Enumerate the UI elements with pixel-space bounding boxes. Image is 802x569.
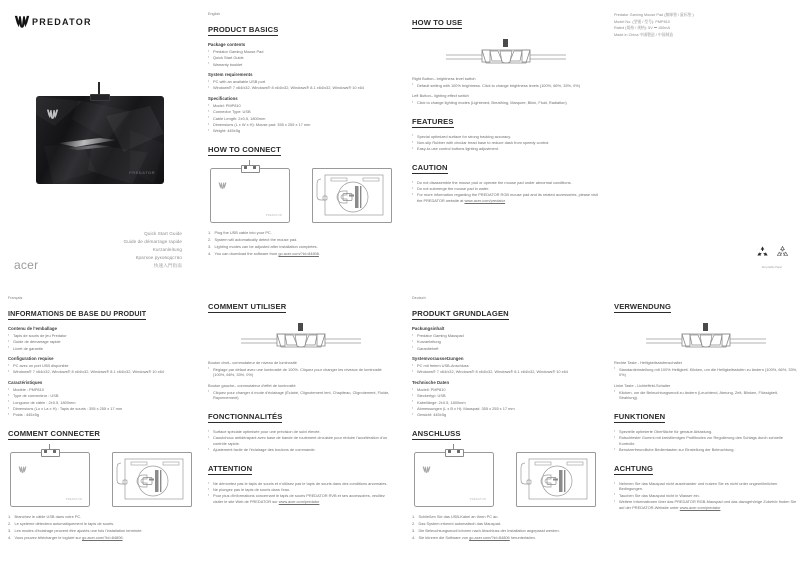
control-buttons-diagram-english <box>446 39 566 69</box>
heading-informations-de-base: INFORMATIONS DE BASE DU PRODUIT <box>8 310 147 318</box>
heading-anschluss: ANSCHLUSS <box>412 428 461 438</box>
list-caution-de <box>614 481 798 510</box>
language-label-german: Deutsch <box>412 296 426 300</box>
list-right-button <box>412 83 600 89</box>
diagram-predator-icon <box>422 460 431 467</box>
list-specifications-fr <box>8 387 194 418</box>
list-item: ▪ Standardeinstellung mit 100% Helligkeit. Klicken, um die Helligkeitsstufen zu ändern (100%, 66%, 33%, 0%) <box>614 367 798 378</box>
list-caution <box>412 180 600 204</box>
list-system-requirements-fr <box>8 363 194 375</box>
diagram-pc-usb-port <box>516 452 596 507</box>
list-item: ▪ Kurzanleitung <box>412 339 600 345</box>
pad-brand-text: PREDATOR <box>129 170 155 175</box>
list-item: ▪ Connector Type: USB <box>208 109 393 115</box>
predator-wordmark: PREDATOR <box>32 16 92 27</box>
list-item: ▪ Tapis de souris de jeu Predator <box>8 333 194 339</box>
german-basics-column <box>412 296 600 543</box>
list-left-button <box>412 100 600 106</box>
heading-how-to-use: HOW TO USE <box>412 18 463 27</box>
diagram-mouse-pad <box>10 452 90 507</box>
steps-how-to-connect-french <box>8 514 194 541</box>
list-item: ▪ Do not submerge the mouse pad in water. <box>412 186 600 192</box>
list-item: ▪ PC avec un port USB disponible <box>8 363 194 369</box>
list-item: ▪ PC with an available USB port <box>208 79 393 85</box>
diagram-mouse-pad <box>210 168 290 223</box>
list-right-button <box>208 367 393 378</box>
left-button-label: Bouton gauche– commutateur d'effet de luminosité <box>208 382 296 388</box>
diagram-predator-icon <box>18 460 27 467</box>
step-suffix: herunterladen. <box>509 535 536 541</box>
diagram-pad-brand: PREDATOR <box>65 497 82 501</box>
list-item <box>208 251 393 257</box>
french-usage-column <box>208 296 393 510</box>
list-item: ▪ Garantieheft <box>412 346 600 352</box>
diagram-right-button <box>53 450 56 453</box>
list-item: Schließen Sie das USB-Kabel an Ihren PC an. <box>418 513 499 519</box>
list-item <box>614 499 798 510</box>
list-item: ▪ Modèle : PMP810 <box>8 387 194 393</box>
regulatory-product-name: Predator Gaming Mouse Pad (無線墊 / 鼠标垫 ) <box>614 13 694 17</box>
list-item: ▪ Windows® 7 x64/x32, Windows® 8 x64/x32, Windows® 8.1 x64/x32, Windows® 10 x64 <box>208 85 393 91</box>
list-item: ▪ Dimensions (Lo x La x H) : Tapis de souris : 355 x 255 x 17 mm <box>8 406 194 412</box>
connection-diagram-german <box>414 452 600 507</box>
list-features <box>412 134 600 152</box>
heading-comment-utiliser: COMMENT UTILISER <box>208 302 287 311</box>
list-item: Lighting modes can be adjusted after installation completes. <box>214 244 318 250</box>
control-buttons-diagram-german <box>646 323 766 353</box>
caution-text: Pour plus d'informations concernant le tapis de souris PREDATOR RVB et ses accessoires, veuillez visiter le site Web de PREDATOR sur <box>213 493 385 504</box>
pad-predator-icon <box>46 106 59 116</box>
french-basics-column <box>8 296 194 543</box>
recycle-marks <box>748 245 796 269</box>
list-item: ▪ Model: PMP810 <box>208 103 393 109</box>
cover-panel <box>0 0 200 290</box>
connection-diagram-french <box>10 452 194 507</box>
software-download-link[interactable]: go.acer.com/?id=84806 <box>81 535 123 541</box>
cover-title-de: Kurzanleitung <box>152 246 182 252</box>
predator-website-link[interactable]: www.acer.com/predator <box>278 498 320 504</box>
heading-features: FEATURES <box>412 116 454 126</box>
list-item: ▪ Rutschfester Gummi mit kreisförmigen Profilboden zur Regulierung des Schlags durch schnelle Kontrolle. <box>614 435 798 446</box>
right-button-label: Right Button– brightness level switch <box>412 76 476 81</box>
right-button-label: Rechte Taste - Helligkeitsstufenschalter <box>614 360 683 365</box>
cover-title-list <box>124 230 182 269</box>
language-label-english: English <box>208 12 221 16</box>
list-item: ▪ Ajustement facile de l'éclairage des boutons de commande. <box>208 447 393 453</box>
list-item: ▪ Predator Gaming Mouse Pad <box>208 49 393 55</box>
list-item: ▪ Special optimized surface for strong tracking accuracy. <box>412 134 600 140</box>
heading-achtung: ACHTUNG <box>614 463 654 473</box>
cover-title-fr: Guide de démarrage rapide <box>123 238 182 244</box>
list-item: ▪ Easy-to-use control buttons lighting adjustment. <box>412 146 600 152</box>
software-download-link[interactable]: go.acer.com/?id=84806 <box>278 251 319 257</box>
list-item: ▪ Nehmen Sie das Mauspad nicht auseinander und nutzen Sie es nicht unter ungewöhnlichen Bedingungen. <box>614 481 798 492</box>
mouse-pad-surface <box>36 96 164 184</box>
list-item: ▪ Gewicht: 445±5g <box>412 412 600 418</box>
list-item: ▪ Modell: PMP810 <box>412 387 600 393</box>
list-item <box>8 535 194 541</box>
subheading-packungsinhalt: Packungsinhalt <box>412 326 445 331</box>
list-item: ▪ Quick Start Guide <box>208 55 393 61</box>
list-specifications <box>208 103 393 134</box>
subheading-system-requirements: System requirements <box>208 72 253 78</box>
diagram-left-button <box>448 450 451 453</box>
predator-brand-lockup <box>14 15 92 28</box>
subheading-technische-daten: Technische Daten <box>412 380 450 386</box>
diagram-predator-icon <box>218 176 227 183</box>
list-item <box>412 535 600 541</box>
recycle-icon <box>755 245 770 264</box>
list-specifications-de <box>412 387 600 418</box>
list-item: ▪ Steckertyp: USB <box>412 393 600 399</box>
list-item: ▪ Dimensions (L x W x H): Mouse pad: 355 x 255 x 17 mm <box>208 122 393 128</box>
list-item: ▪ Caoutchouc antidérapant avec base de bande de roulement circulaire pour réduire l'accélération d'un contrôle rapide. <box>208 435 393 446</box>
list-item: ▪ Poids : 445±5g <box>8 412 194 418</box>
step-suffix: . <box>122 535 124 541</box>
list-features-de <box>614 429 798 453</box>
step-text: Vous pouvez télécharger le logiciel sur <box>14 535 82 541</box>
list-item: ▪ Warranty booklet <box>208 62 393 68</box>
list-item: Die Beleuchtungsmodi können nach Abschluss der Installation angepasst werden. <box>418 528 560 534</box>
list-item: ▪ Weight: 445±5g <box>208 128 393 134</box>
recycle-caption: Recyclable Paper <box>761 265 783 269</box>
list-features-fr <box>208 429 393 453</box>
subheading-contenu-emballage: Contenu de l'emballage <box>8 326 58 331</box>
step-text: Sie können die Software von <box>418 535 470 541</box>
list-caution-fr <box>208 481 393 505</box>
list-item: ▪ Kabellänge: 2±0.5, 1800mm <box>412 400 600 406</box>
heading-product-basics: PRODUCT BASICS <box>208 25 279 34</box>
list-item: ▪ Guide de démarrage rapide <box>8 339 194 345</box>
list-item: ▪ Ne plongez pas le tapis de souris dans l'eau. <box>208 487 393 493</box>
caution-text: For more information regarding the PREDATOR RGB mouse pad and its related accessories, please visit the PREDATOR website at <box>417 192 598 203</box>
list-item <box>208 493 393 504</box>
heading-attention: ATTENTION <box>208 463 253 473</box>
list-item: ▪ Windows® 7 x64/x32, Windows® 8 x64/x32, Windows® 8.1 x64/x32, Windows® 10 x64 <box>412 369 600 375</box>
list-item: ▪ Non-slip Rubber with circular tread base to reduce dash from speedy control. <box>412 140 600 146</box>
diagram-right-button <box>457 450 460 453</box>
list-item: ▪ Benutzerfreundliche Bedientasten zur Einstellung der Beleuchtung. <box>614 447 798 453</box>
software-download-link[interactable]: go.acer.com/?id=84806 <box>469 535 510 541</box>
list-item: ▪ Click to change lighting modes (Lightened, Breathing, Marquee, Blink, Fluid, Radiation) <box>412 100 600 106</box>
list-item: ▪ Do not disassemble the mouse pad or operate the mouse pad under abnormal conditions. <box>412 180 600 186</box>
list-item: ▪ Cable Length: 2±0.5, 1800mm <box>208 116 393 122</box>
subheading-configuration-requise: Configuration requise <box>8 356 54 362</box>
recycle-paper-icon <box>775 245 790 264</box>
list-item: ▪ Surface spéciale optimisée pour une précision de suivi élevée. <box>208 429 393 435</box>
mouse-pad-product-photo <box>36 96 164 184</box>
regulatory-info <box>614 12 800 39</box>
list-item: ▪ Default setting with 100% brightness. Click to change brightness levels (100%, 66%, 33%, 0%) <box>412 83 600 89</box>
list-item: ▪ Abmessungen (L x B x H): Mauspad: 355 x 255 x 17 mm <box>412 406 600 412</box>
steps-how-to-connect-german <box>412 514 600 541</box>
left-button-label: Linke Taste - Lichteffekt-Schalter <box>614 382 671 388</box>
acer-logo: acer <box>14 258 39 272</box>
heading-produkt-grundlagen: PRODUKT GRUNDLAGEN <box>412 309 509 318</box>
diagram-pad-brand: PREDATOR <box>469 497 486 501</box>
list-item: ▪ Spezielle optimierte Oberfläche für genaue Abtastung. <box>614 429 798 435</box>
right-button-label: Bouton droit– commutateur de niveau de luminosité <box>208 360 297 365</box>
list-item: Plug the USB cable into your PC. <box>214 229 272 235</box>
list-item: ▪ Ne démontez pas le tapis de souris et n'utilisez pas le tapis de souris dans des conditions anormales. <box>208 481 393 487</box>
english-usage-column <box>412 12 600 209</box>
diagram-mouse-pad <box>414 452 494 507</box>
list-left-button <box>208 390 393 401</box>
list-item: ▪ Type de connecteur : USB <box>8 393 194 399</box>
subheading-specifications: Specifications <box>208 96 238 102</box>
list-package-contents-de <box>412 333 600 351</box>
step-text: You can download the software from <box>214 251 279 257</box>
subheading-caracteristiques: Caractéristiques <box>8 380 43 386</box>
heading-how-to-connect: HOW TO CONNECT <box>208 144 281 154</box>
heading-caution: CAUTION <box>412 162 448 172</box>
left-button-label: Left Button– lighting effect switch <box>412 93 469 99</box>
caution-text: Weitere Informationen über das PREDATOR RGB-Mauspad und das dazugehörige Zubehör finden Sie auf der PREDATOR-Website unter <box>619 498 797 510</box>
list-right-button <box>614 367 798 378</box>
subheading-systemvoraussetzungen: Systemvoraussetzungen <box>412 356 464 362</box>
heading-comment-connecter: COMMENT CONNECTER <box>8 428 101 438</box>
list-package-contents <box>208 49 393 67</box>
list-item: ▪ Tauchen Sie das Mauspad nicht in Wasser ein. <box>614 493 798 499</box>
list-item <box>412 192 600 203</box>
list-package-contents-fr <box>8 333 194 351</box>
diagram-pc-usb-port <box>312 168 392 223</box>
list-item: System will automatically detect the mouse pad. <box>214 236 298 242</box>
list-item: ▪ PC mit freiem USB-Anschluss <box>412 363 600 369</box>
diagram-left-button <box>44 450 47 453</box>
cover-title-ru: Краткое руководство <box>135 254 182 260</box>
diagram-pad-brand: PREDATOR <box>265 213 282 217</box>
step-suffix: . <box>318 251 321 257</box>
cover-title-en: Quick Start Guide <box>144 231 182 236</box>
diagram-right-button <box>253 166 256 169</box>
regulatory-rated: Rated (規格 / 规格): 5V ⎓ 150mA <box>614 26 670 31</box>
list-item: ▪ Livret de garantie <box>8 346 194 352</box>
diagram-pc-usb-port <box>112 452 192 507</box>
cover-title-zh: 快速入門指南 <box>153 262 182 268</box>
regulatory-model-no: Model No. (型號 / 型号): PMP810 <box>614 19 670 24</box>
diagram-left-button <box>244 166 247 169</box>
list-system-requirements <box>208 79 393 91</box>
regulatory-made-in: Made in China 中國製造 / 中国制造 <box>614 32 674 37</box>
list-item: ▪ Réglage par défaut avec une luminosité de 100%. Cliquez pour changer les niveaux de luminosité (100%, 66%, 33%, 0%) <box>208 367 393 378</box>
connection-diagram-english <box>210 168 393 223</box>
heading-fonctionnalites: FONCTIONNALITÉS <box>208 411 283 421</box>
list-left-button <box>614 390 798 401</box>
control-button-housing <box>90 94 110 101</box>
subheading-package-contents: Package contents <box>208 42 246 47</box>
english-basics-column <box>208 12 393 259</box>
control-buttons-diagram-french <box>241 323 361 353</box>
heading-funktionen: FUNKTIONEN <box>614 411 666 421</box>
language-label-french: Français <box>8 296 23 300</box>
predator-logo-icon <box>14 15 30 28</box>
list-item: ▪ Klicken, um die Beleuchtungsmodi zu ändern (Leuchtend, Atmung, Zelt, Blinken, Flüssigkeit, Strahlung). <box>614 390 798 401</box>
heading-verwendung: VERWENDUNG <box>614 302 672 311</box>
steps-how-to-connect-english <box>208 230 393 257</box>
predator-website-link[interactable]: www.acer.com/predator <box>679 504 721 510</box>
list-item: ▪ Predator Gaming Mauspad <box>412 333 600 339</box>
predator-website-link[interactable]: www.acer.com/predator <box>464 197 506 203</box>
list-system-requirements-de <box>412 363 600 375</box>
list-item: ▪ Longueur de câble : 2±0.5, 1800mm <box>8 400 194 406</box>
list-item: Branchez le câble USB dans votre PC. <box>14 513 82 519</box>
list-item: Le système détectera automatiquement le tapis de souris. <box>14 520 115 526</box>
list-item: Das System erkennt automatisch das Mauspad. <box>418 520 502 526</box>
list-item: ▪ Cliquez pour changer d mode d'éclairage (Éclairé, Clignotement lent, Chapiteau, Clignotement, Fluide, Rayonnement) <box>208 390 393 401</box>
list-item: Les modes d'éclairage peuvent être ajustés une fois l'installation terminée. <box>14 528 143 534</box>
list-item: ▪ Windows® 7 x64/x32, Windows® 8 x64/x32, Windows® 8.1 x64/x32, Windows® 10 x64 <box>8 369 194 375</box>
german-usage-column <box>614 296 798 515</box>
